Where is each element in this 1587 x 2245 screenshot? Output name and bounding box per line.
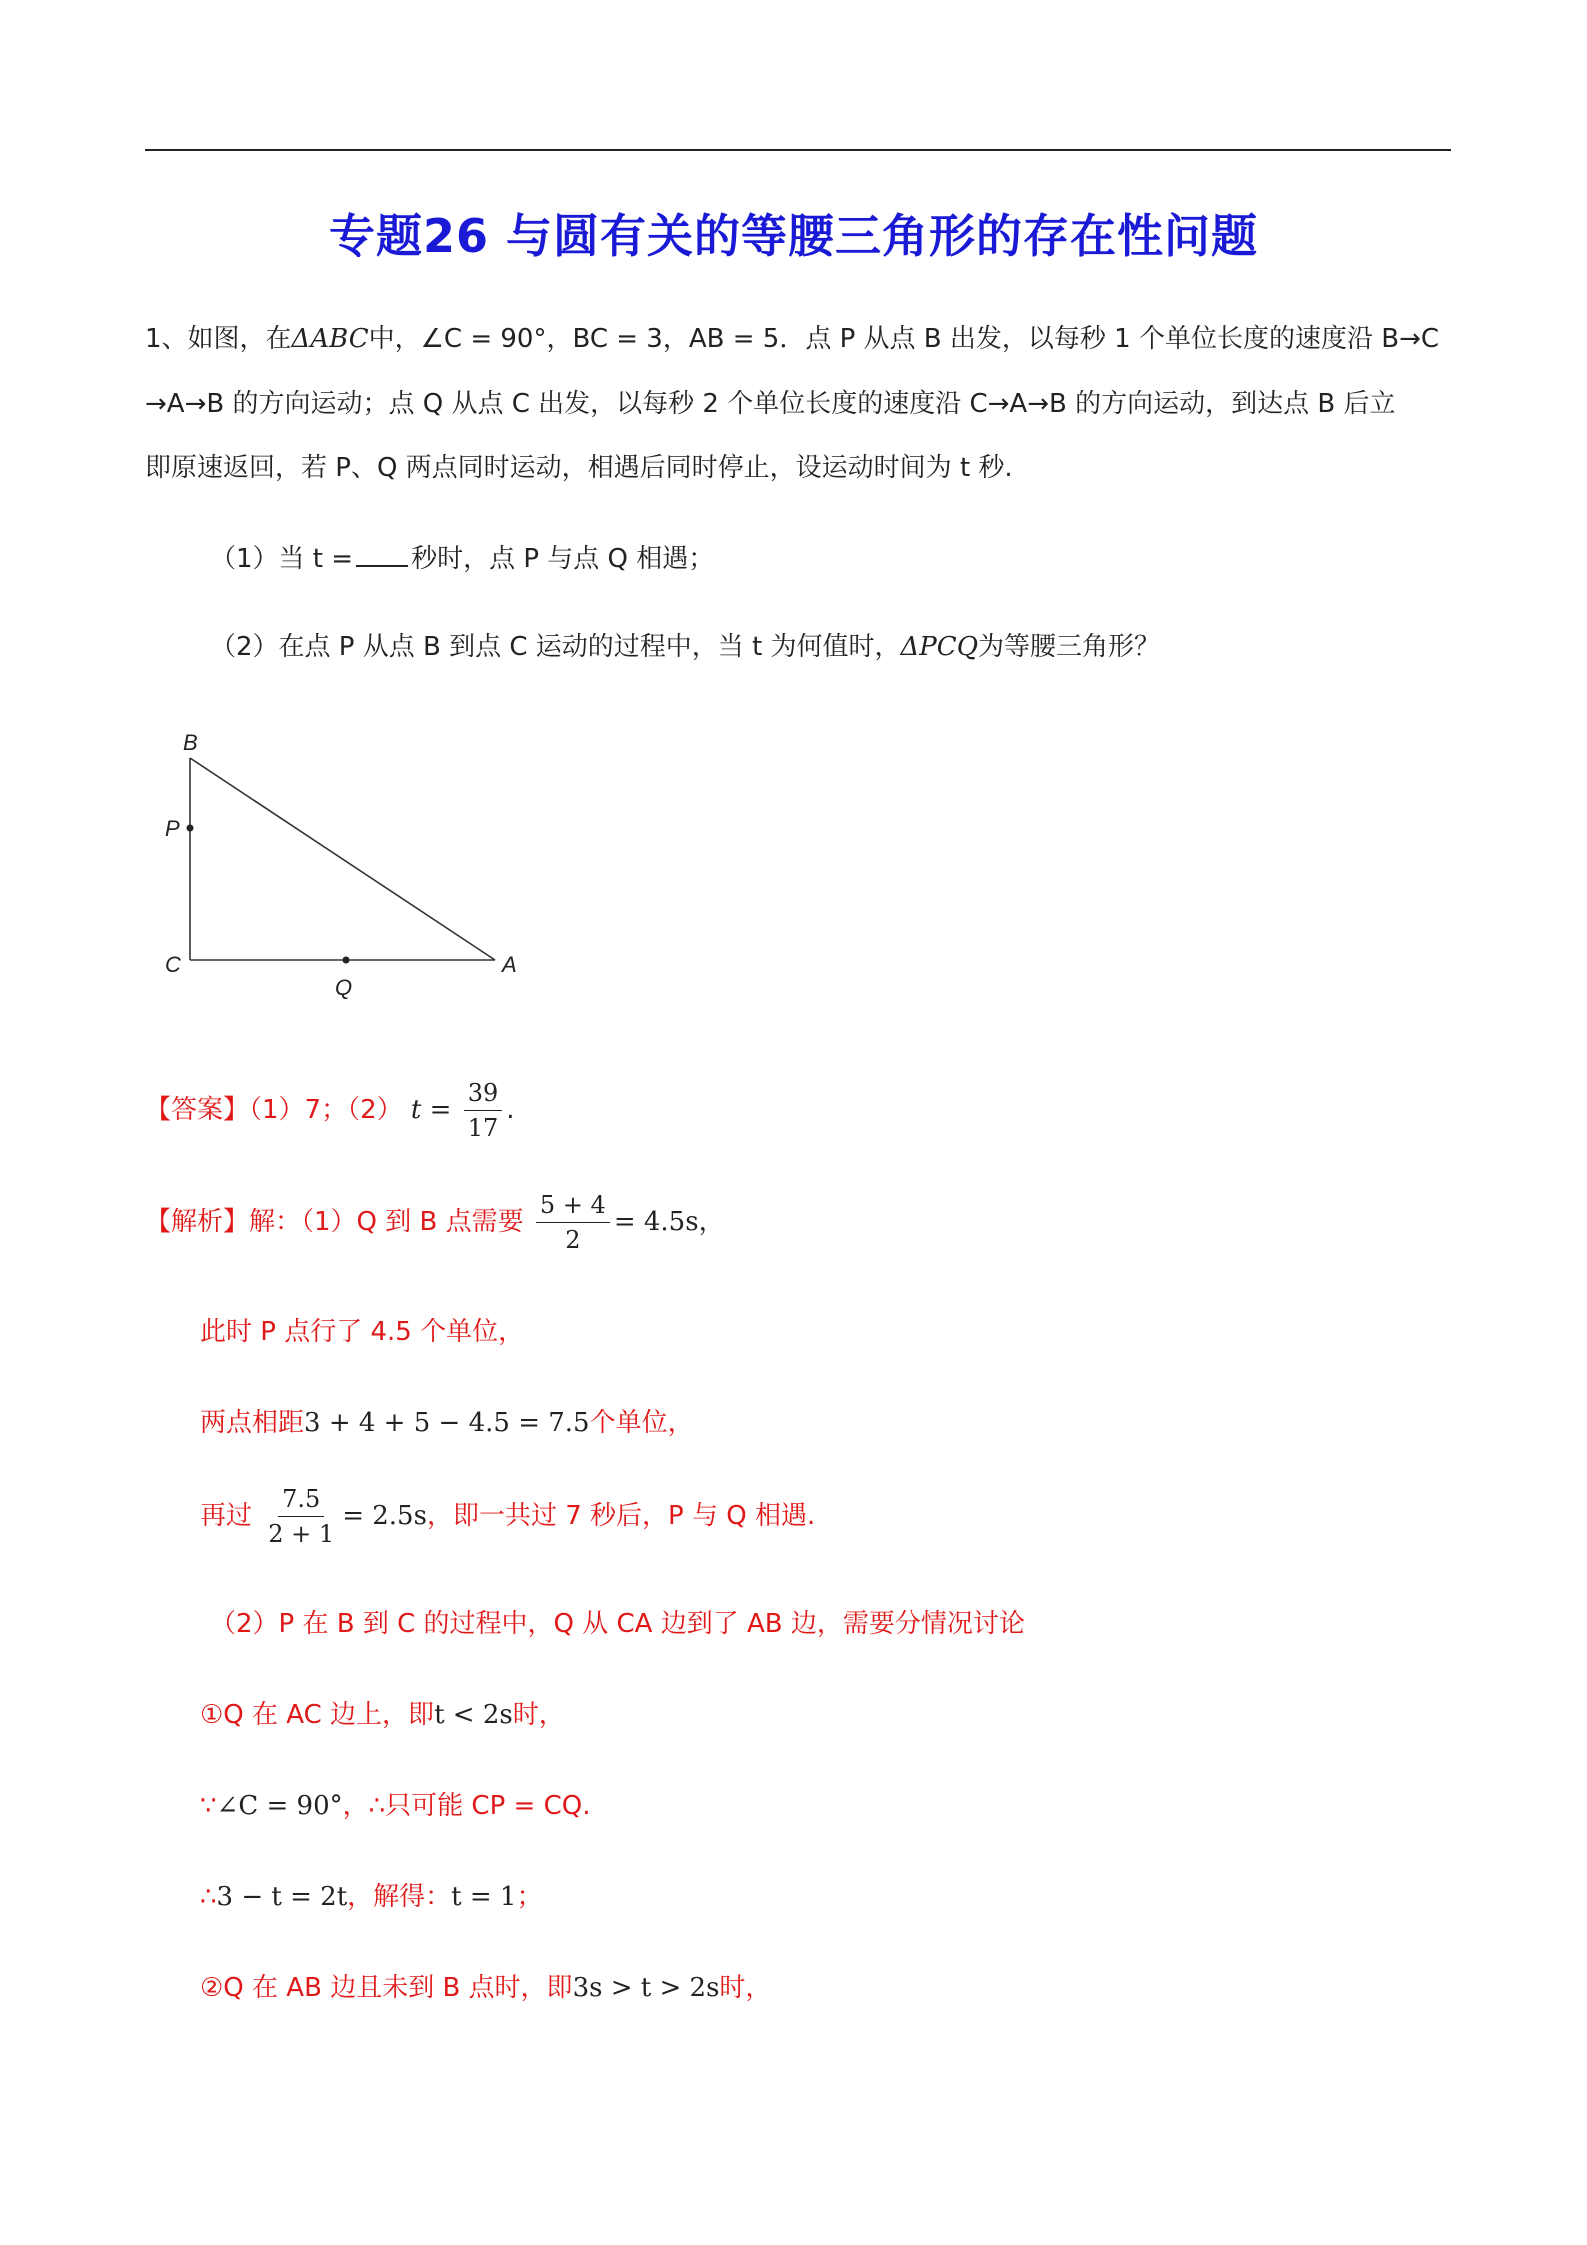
triangle-abc: ΔABC — [291, 324, 369, 354]
point-q — [343, 957, 350, 964]
problem-text: 中，∠C = 90°，BC = 3，AB = 5．点 P 从点 B 出发，以每秒 1 个单位长度的速度沿 B→C — [368, 324, 1440, 354]
fraction-numerator: 5 + 4 — [536, 1190, 610, 1223]
problem-line-1 — [145, 318, 1439, 355]
solution-text: ； — [516, 1882, 543, 1912]
label-c: C — [165, 952, 181, 977]
question-text: （2）在点 P 从点 B 到点 C 运动的过程中，当 t 为何值时， — [210, 632, 901, 662]
solution-math: ∠C = 90° — [216, 1791, 343, 1821]
solution-text: 时， — [719, 1973, 772, 2003]
solution-math: 3 − t = 2t — [216, 1882, 348, 1912]
triangle-pcq: ΔPCQ — [900, 632, 979, 662]
answer-tag: 【答案】 — [145, 1095, 250, 1125]
solution-text: 个单位， — [589, 1408, 694, 1438]
solution-text: 再过 — [200, 1501, 253, 1531]
answer-line — [145, 1078, 515, 1143]
problem-text: 1、如图，在 — [145, 324, 292, 354]
fraction-numerator: 7.5 — [278, 1484, 324, 1517]
answer-text: （1）7；（2） — [249, 1095, 403, 1125]
question-text: 秒时，点 P 与点 Q 相遇； — [411, 544, 715, 574]
question-2 — [210, 626, 1160, 663]
header-rule — [145, 149, 1451, 151]
question-text: （1）当 t = — [210, 544, 354, 574]
solution-math: 3s > t > 2s — [572, 1973, 720, 2003]
fraction-denominator: 2 + 1 — [268, 1520, 335, 1548]
solution-text: 两点相距 — [200, 1408, 305, 1438]
point-p — [187, 825, 194, 832]
problem-line-2: →A→B 的方向运动；点 Q 从点 C 出发，以每秒 2 个单位长度的速度沿 C→A→B 的方向运动，到达点 B 后立 — [145, 389, 1396, 419]
solution-line-9 — [200, 1967, 771, 2004]
label-q: Q — [335, 975, 353, 1000]
solution-text: ，∴只可能 CP = CQ. — [342, 1791, 591, 1821]
answer-fraction — [464, 1078, 503, 1143]
because-symbol: ∵ — [200, 1791, 217, 1821]
solution-text: ①Q 在 AC 边上，即 — [200, 1700, 435, 1730]
solution-line-6 — [200, 1694, 565, 1731]
solution-math: t = 1 — [451, 1882, 517, 1912]
solution-line-1 — [145, 1190, 725, 1255]
solution-fraction-2 — [264, 1484, 338, 1549]
triangle-figure — [150, 720, 550, 1000]
question-1 — [210, 538, 714, 575]
edge-ab — [190, 758, 495, 960]
solution-tag: 【解析】 — [145, 1207, 250, 1237]
solution-line-7 — [200, 1785, 590, 1822]
answer-end: . — [506, 1095, 515, 1125]
solution-text: 解：（1）Q 到 B 点需要 — [249, 1207, 524, 1237]
page-title: 专题26 与圆有关的等腰三角形的存在性问题 — [328, 209, 1259, 263]
solution-line-5: （2）P 在 B 到 C 的过程中，Q 从 CA 边到了 AB 边，需要分情况讨论 — [210, 1609, 1025, 1639]
fraction-denominator: 2 — [565, 1226, 581, 1254]
solution-line-4 — [200, 1484, 815, 1549]
fraction-denominator: 17 — [467, 1114, 499, 1142]
solution-math: t < 2s — [434, 1700, 513, 1730]
label-b: B — [183, 730, 198, 755]
solution-text: ，即一共过 7 秒后，P 与 Q 相遇. — [426, 1501, 816, 1531]
solution-line-8 — [200, 1876, 543, 1913]
solution-math: 3 + 4 + 5 − 4.5 = 7.5 — [304, 1408, 590, 1438]
label-p: P — [165, 816, 180, 841]
question-text: 为等腰三角形？ — [978, 632, 1161, 662]
solution-fraction-1 — [536, 1190, 610, 1255]
solution-text: 时， — [512, 1700, 565, 1730]
solution-text: ②Q 在 AB 边且未到 B 点时，即 — [200, 1973, 573, 2003]
solution-line-3 — [200, 1402, 694, 1439]
solution-text: ，解得： — [347, 1882, 452, 1912]
solution-line-2: 此时 P 点行了 4.5 个单位， — [200, 1317, 525, 1347]
label-a: A — [502, 952, 517, 977]
solution-math: = 4.5s， — [613, 1207, 725, 1237]
therefore-symbol: ∴ — [200, 1882, 217, 1912]
answer-blank — [356, 541, 408, 567]
fraction-numerator: 39 — [464, 1078, 503, 1111]
solution-math: = 2.5s — [342, 1501, 427, 1531]
answer-t: t = — [410, 1095, 452, 1125]
problem-line-3: 即原速返回，若 P、Q 两点同时运动，相遇后同时停止，设运动时间为 t 秒. — [145, 453, 1013, 483]
